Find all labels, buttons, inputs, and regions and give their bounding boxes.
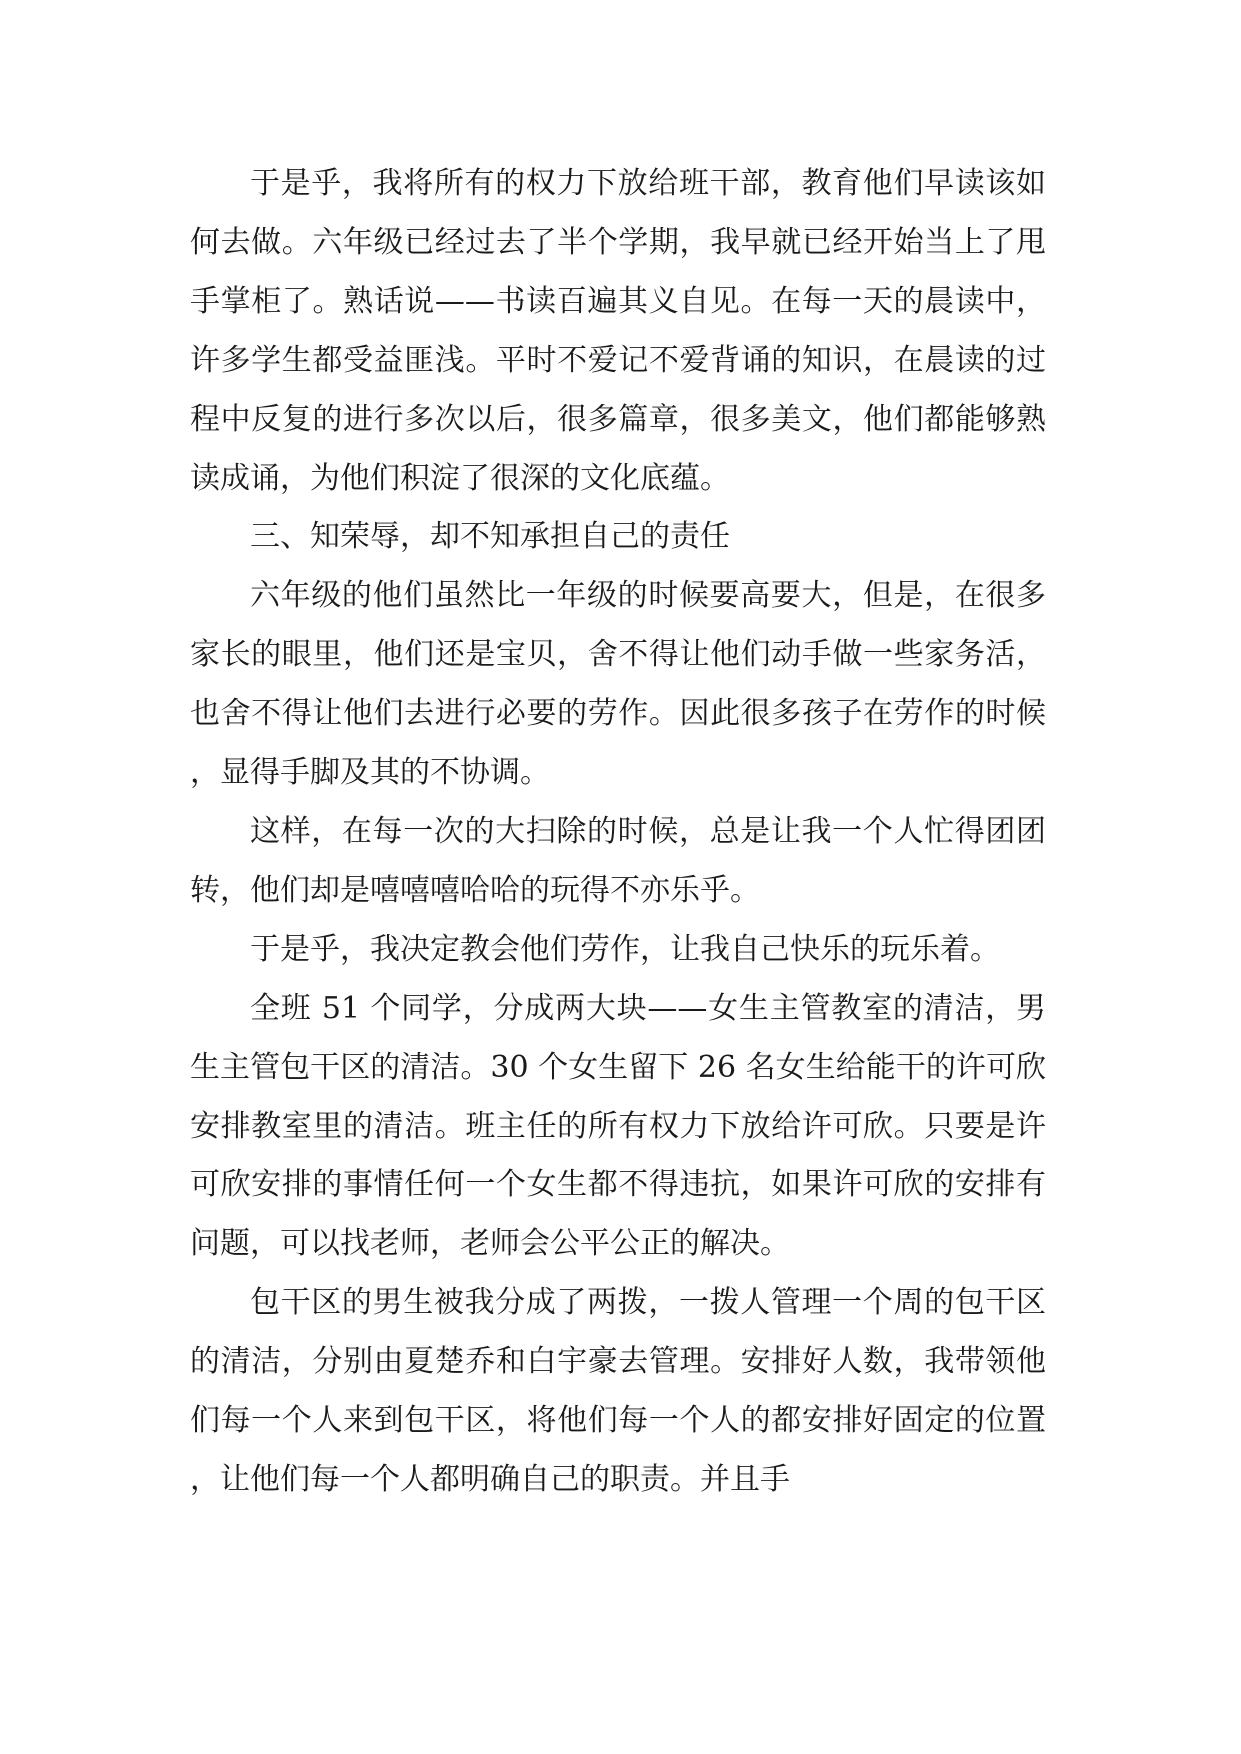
paragraph-boys-area: 包干区的男生被我分成了两拨，一拨人管理一个周的包干区的清洁，分别由夏楚乔和白宇豪去管理。安排好人数，我带领他们每一个人来到包干区，将他们每一个人的都安排好固定的位置，让他们每一个人都明确自己的职责。并且手 (190, 1285, 1046, 1497)
paragraph-cleaning: 这样，在每一次的大扫除的时候，总是让我一个人忙得团团转，他们却是嘻嘻嘻哈哈的玩得不亦乐乎。 (190, 813, 1046, 908)
paragraph-grade-six: 六年级的他们虽然比一年级的时候要高要大，但是，在很多家长的眼里，他们还是宝贝，舍不得让他们动手做一些家务活，也舍不得让他们去进行必要的劳作。因此很多孩子在劳作的时候，显得手脚及其的不协调。 (190, 578, 1046, 791)
paragraph-decision: 于是乎，我决定教会他们劳作，让我自己快乐的玩乐着。 (250, 931, 1000, 967)
paragraph-early-reading: 于是乎，我将所有的权力下放给班干部，教育他们早读该如何去做。六年级已经过去了半个学期，我早就已经开始当上了甩手掌柜了。熟话说——书读百遍其义自见。在每一天的晨读中，许多学生都受益匪浅。平时不爱记不爱背诵的知识，在晨读的过程中反复的进行多次以后，很多篇章，很多美文，他们都能够熟读成诵，为他们积淀了很深的文化底蕴。 (190, 166, 1046, 496)
paragraph-class-split: 全班 51 个同学，分成两大块——女生主管教室的清洁，男生主管包干区的清洁。30 个女生留下 26 名女生给能干的许可欣安排教室里的清洁。班主任的所有权力下放给许可欣。只要是许可欣安排的事情任何一个女生都不得违抗，如果许可欣的安排有问题，可以找老师，老师会公平公正的解决。 (190, 990, 1046, 1262)
document-body (190, 155, 1046, 1510)
section-heading: 三、知荣辱，却不知承担自己的责任 (250, 519, 730, 555)
